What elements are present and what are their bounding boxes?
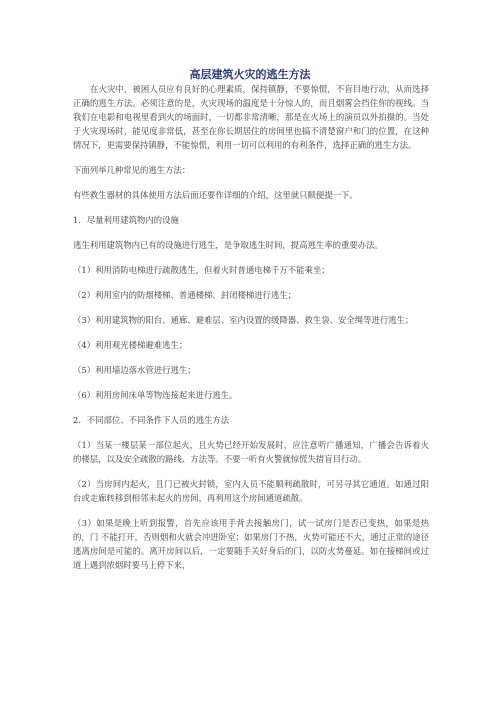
list-item-5: （5）利用墙边落水管进行逃生； xyxy=(73,365,196,375)
section-2-item-2: （2）当房间内起火，且门已被火封锁，室内人员不能顺利疏散时，可另寻其它通道。如通过阳台或走廊转移到相邻未起火的房间，再利用这个房间通道疏散。 xyxy=(73,479,429,503)
list-item-6: （6）利用房间床单等物连接起来进行逃生。 xyxy=(73,390,238,400)
methods-intro-paragraph: 下面列举几种常见的逃生方法： xyxy=(73,165,191,175)
section-1-intro: 逃生利用建筑物内已有的设施进行逃生，是争取逃生时间，提高逃生率的重要办法。 xyxy=(73,240,383,250)
section-heading-2: 2．不同部位、不同条件下人员的逃生方法 xyxy=(73,415,230,425)
equipment-note-paragraph: 有些救生器材的具体使用方法后面还要作详细的介绍，这里就只顺便提一下。 xyxy=(73,190,358,200)
section-heading-1: 1．尽量利用建筑物内的设施 xyxy=(73,215,179,225)
document-body xyxy=(73,82,429,572)
intro-paragraph: 在火灾中，被困人员应有良好的心理素质，保持镇静，不要惊慌，不盲目地行动，从而选择正确的逃生方法。必须注意的是，火灾现场的温度是十分惊人的，而且烟雾会挡住你的视线。当我们在电影和电视里看到火的场面时，一切都非常清晰，那是在火场上的演员以外拍摄的。当处于火灾现场时，能见度非常低，甚至在你长期居住的房间里也搞不清楚窗户和门的位置，在这种情况下，更需要保持镇静，不能惊慌，利用一切可以利用的有利条件，选择正确的逃生方法。 xyxy=(73,84,429,150)
list-item-2: （2）利用室内的防烟楼梯、普通楼梯、封闭楼梯进行逃生； xyxy=(73,290,297,300)
list-item-4: （4）利用观光楼梯避难逃生； xyxy=(73,340,188,350)
list-item-1: （1）利用消防电梯进行疏散逃生，但着火时普通电梯千万不能乘坐； xyxy=(73,265,330,275)
list-item-3: （3）利用建筑物的阳台、通廊、避难层、室内设置的缓降器、救生袋、安全绳等进行逃生； xyxy=(73,315,414,325)
section-2-item-1: （1）当某一楼层某一部位起火，且火势已经开始发展时，应注意听广播通知，广播会告诉着火的楼层，以及安全疏散的路线、方法等。不要一听有火警就惊慌失措盲目行动。 xyxy=(73,440,429,464)
section-2-item-3: （3）如果是晚上听到报警，首先应该用手背去接触房门，试一试房门是否已变热，如果是热的，门 不能打开，否则烟和火就会冲进卧室；如果房门不热，火势可能还不大，通过正常的途径逃离房间是可能的。离开房间以后，一定要随手关好身后的门，以防火势蔓延。如在接梯间或过道上遇到浓烟时要马上停下来， xyxy=(73,518,429,570)
document-title: 高层建筑火灾的逃生方法 xyxy=(189,68,311,81)
